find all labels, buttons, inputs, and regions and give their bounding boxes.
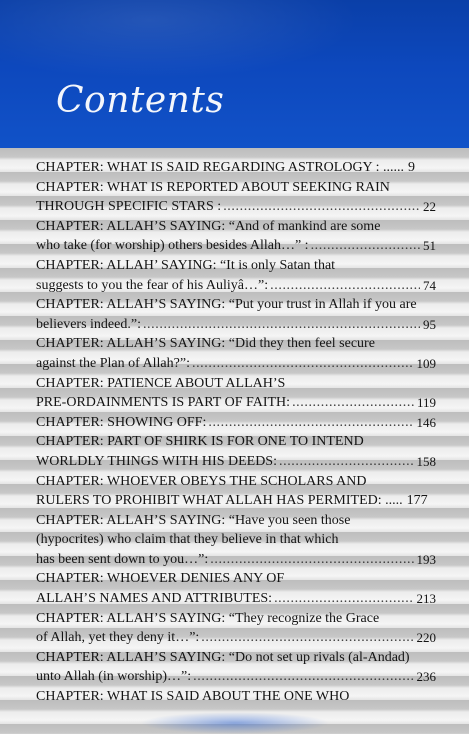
toc-page-number: 177 bbox=[406, 493, 428, 509]
toc-page-number: 51 bbox=[423, 238, 436, 254]
toc-entry-text: CHAPTER: WHAT IS REPORTED ABOUT SEEKING RAIN bbox=[36, 179, 390, 195]
dot-leader bbox=[270, 276, 420, 296]
toc-entry-text: CHAPTER: WHOEVER DENIES ANY OF bbox=[36, 571, 285, 587]
toc-entry-text: has been sent down to you…”: bbox=[36, 551, 209, 567]
toc-entry-text: suggests to you the fear of his Auliyâ…”: bbox=[36, 277, 269, 293]
table-of-contents bbox=[36, 158, 436, 707]
dot-leader bbox=[193, 667, 413, 687]
toc-line bbox=[36, 511, 436, 531]
blue-header-band bbox=[0, 0, 469, 148]
dot-leader bbox=[201, 628, 413, 648]
footer-ornament bbox=[140, 712, 330, 734]
toc-line bbox=[36, 393, 436, 413]
header-shine bbox=[0, 0, 360, 80]
toc-page-number: 74 bbox=[423, 277, 436, 293]
toc-page-number: 193 bbox=[416, 551, 436, 567]
toc-entry-text: CHAPTER: PART OF SHIRK IS FOR ONE TO INTEND bbox=[36, 434, 364, 450]
toc-entry-text: (hypocrites) who claim that they believe in that which bbox=[36, 532, 339, 548]
toc-entry-text: PRE-ORDAINMENTS IS PART OF FAITH: bbox=[36, 395, 291, 411]
toc-page-number: 22 bbox=[423, 199, 436, 215]
toc-line bbox=[36, 452, 436, 472]
toc-line bbox=[36, 276, 436, 296]
toc-entry-text: believers indeed.”: bbox=[36, 316, 141, 332]
toc-page-number: 146 bbox=[416, 414, 436, 430]
toc-line bbox=[36, 491, 436, 511]
toc-line bbox=[36, 374, 436, 394]
toc-line bbox=[36, 609, 436, 629]
dot-leader bbox=[208, 413, 413, 433]
toc-entry-text: CHAPTER: SHOWING OFF: bbox=[36, 414, 207, 430]
toc-entry-text: THROUGH SPECIFIC STARS : bbox=[36, 199, 222, 215]
toc-entry-text: CHAPTER: WHAT IS SAID REGARDING ASTROLOGY : ...... bbox=[36, 160, 405, 175]
toc-line bbox=[36, 530, 436, 550]
toc-entry-text: CHAPTER: ALLAH’S SAYING: “Do not set up rivals (al-Andad) bbox=[36, 649, 410, 665]
dot-leader bbox=[223, 197, 420, 217]
toc-entry-text: who take (for worship) others besides Allah…” : bbox=[36, 238, 309, 254]
dot-leader bbox=[311, 236, 420, 256]
toc-entry-text: CHAPTER: ALLAH’S SAYING: “Did they then feel secure bbox=[36, 336, 375, 352]
toc-line bbox=[36, 197, 436, 217]
toc-page-number: 119 bbox=[416, 395, 436, 411]
toc-line bbox=[36, 648, 436, 668]
toc-entry-text: CHAPTER: ALLAH’S SAYING: “And of mankind are some bbox=[36, 218, 381, 234]
toc-entry-text: CHAPTER: WHOEVER OBEYS THE SCHOLARS AND bbox=[36, 473, 367, 489]
toc-line bbox=[36, 550, 436, 570]
toc-line bbox=[36, 667, 436, 687]
toc-page-number: 109 bbox=[416, 355, 436, 371]
toc-entry-text: ALLAH’S NAMES AND ATTRIBUTES: bbox=[36, 591, 273, 607]
toc-line bbox=[36, 315, 436, 335]
toc-line bbox=[36, 256, 436, 276]
toc-entry-text: against the Plan of Allah?”: bbox=[36, 355, 190, 371]
toc-entry-text: CHAPTER: ALLAH’S SAYING: “Put your trust in Allah if you are bbox=[36, 297, 417, 313]
toc-line bbox=[36, 178, 436, 198]
toc-line bbox=[36, 628, 436, 648]
page-title: Contents bbox=[56, 80, 225, 121]
toc-page-number: 220 bbox=[416, 630, 436, 646]
dot-leader bbox=[210, 550, 413, 570]
toc-line bbox=[36, 217, 436, 237]
dot-leader bbox=[279, 452, 414, 472]
toc-line bbox=[36, 589, 436, 609]
dot-leader bbox=[192, 354, 414, 374]
toc-entry-text: WORLDLY THINGS WITH HIS DEEDS: bbox=[36, 453, 277, 469]
toc-line bbox=[36, 432, 436, 452]
toc-entry-text: unto Allah (in worship)…”: bbox=[36, 669, 192, 685]
dot-leader bbox=[274, 589, 413, 609]
dot-leader bbox=[292, 393, 414, 413]
toc-entry-text: CHAPTER: ALLAH’ SAYING: “It is only Satan that bbox=[36, 257, 336, 273]
toc-page-number: 213 bbox=[416, 591, 436, 607]
toc-line bbox=[36, 334, 436, 354]
toc-entry-text: CHAPTER: PATIENCE ABOUT ALLAH’S bbox=[36, 375, 286, 391]
toc-line bbox=[36, 687, 436, 707]
toc-line bbox=[36, 158, 436, 178]
dot-leader bbox=[143, 315, 420, 335]
toc-line bbox=[36, 236, 436, 256]
toc-line bbox=[36, 413, 436, 433]
toc-line bbox=[36, 295, 436, 315]
toc-entry-text: CHAPTER: ALLAH’S SAYING: “They recognize the Grace bbox=[36, 610, 380, 626]
toc-page-number: 158 bbox=[416, 453, 436, 469]
toc-entry-text: RULERS TO PROHIBIT WHAT ALLAH HAS PERMITED: ..... bbox=[36, 493, 403, 509]
toc-line bbox=[36, 569, 436, 589]
toc-line bbox=[36, 354, 436, 374]
toc-entry-text: CHAPTER: ALLAH’S SAYING: “Have you seen those bbox=[36, 512, 351, 528]
toc-page-number: 9 bbox=[408, 160, 416, 175]
toc-page-number: 95 bbox=[423, 316, 436, 332]
toc-line bbox=[36, 472, 436, 492]
toc-entry-text: of Allah, yet they deny it…”: bbox=[36, 630, 200, 646]
toc-entry-text: CHAPTER: WHAT IS SAID ABOUT THE ONE WHO bbox=[36, 689, 350, 705]
toc-page-number: 236 bbox=[416, 669, 436, 685]
